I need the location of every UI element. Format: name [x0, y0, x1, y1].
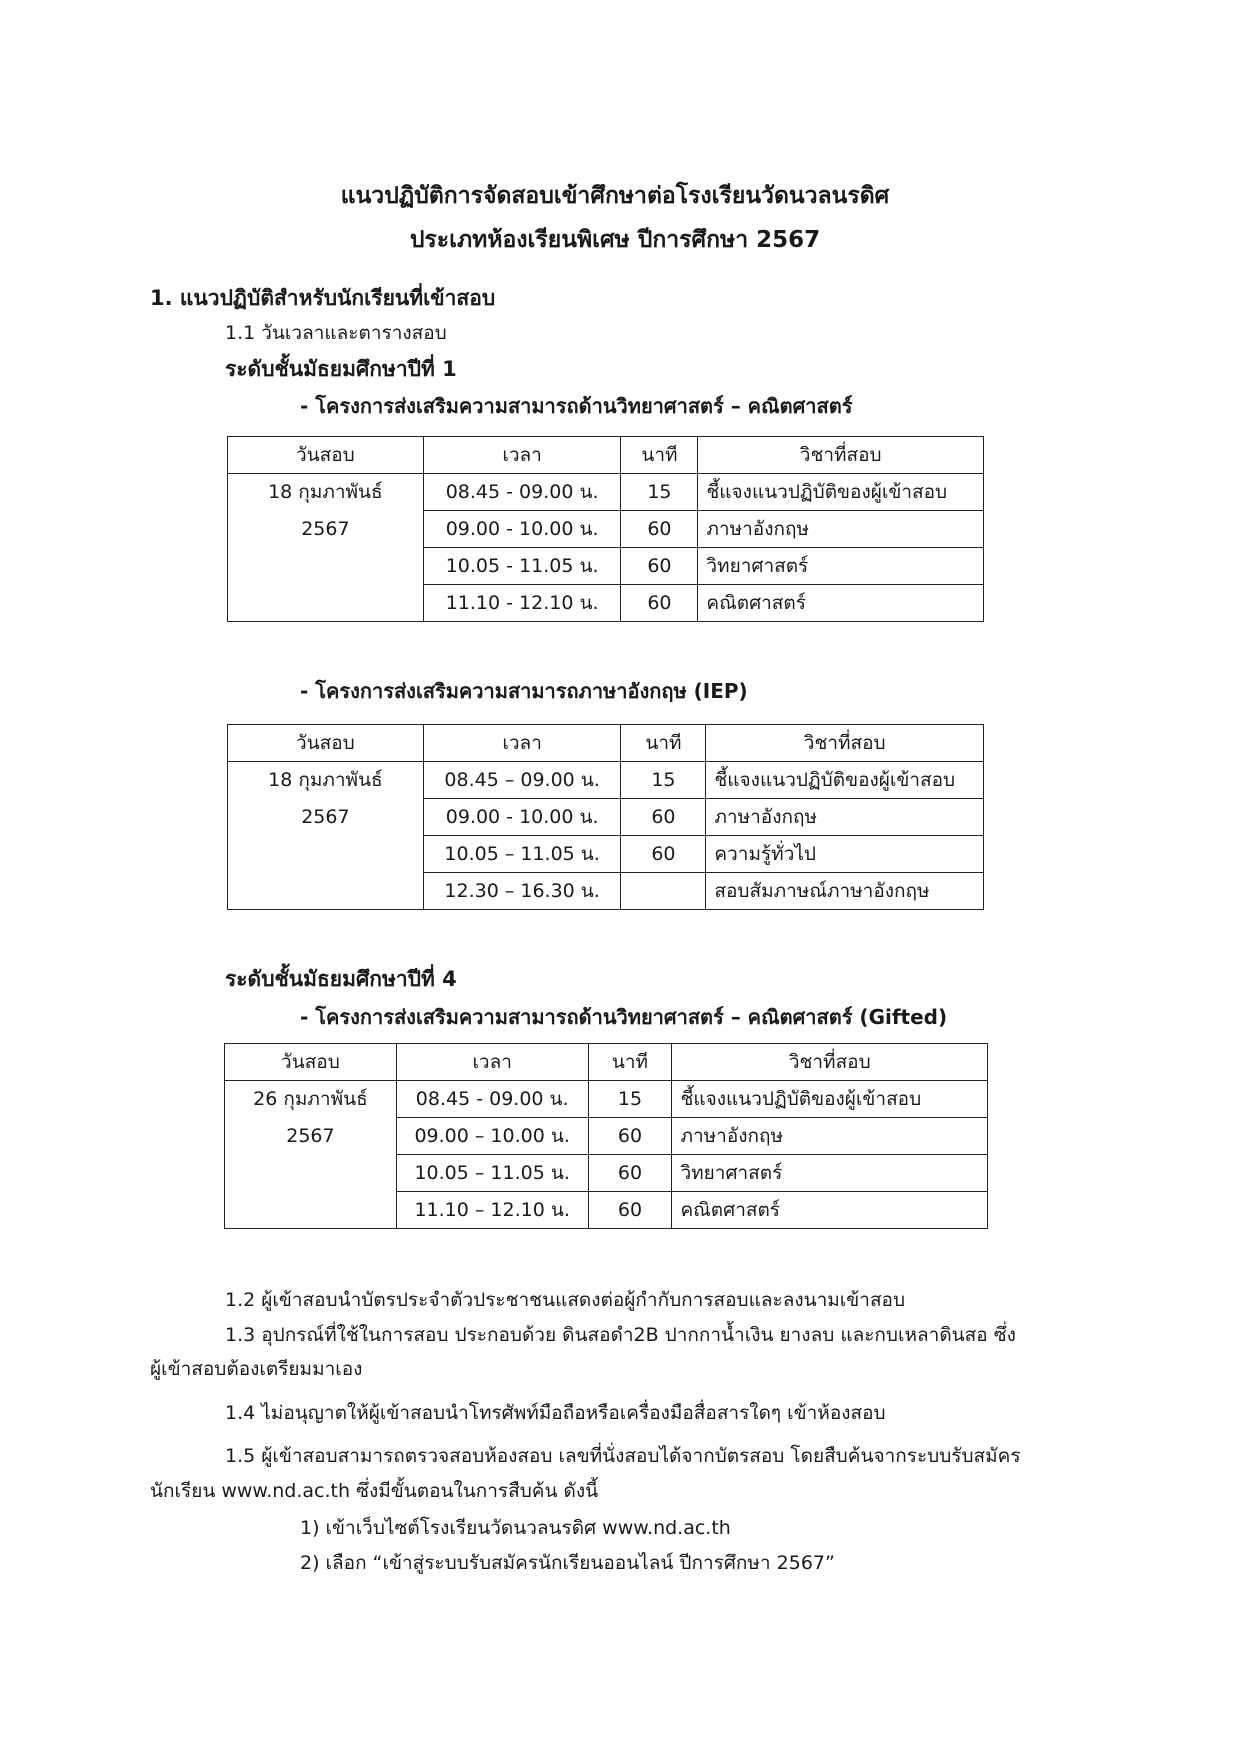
table-row: [228, 762, 984, 799]
header-time: เวลา: [423, 725, 621, 762]
subject-cell: ชี้แจงแนวปฏิบัติของผู้เข้าสอบ: [672, 1081, 988, 1118]
section-1-heading: 1. แนวปฏิบัติสำหรับนักเรียนที่เข้าสอบ: [150, 286, 496, 310]
header-minutes: นาที: [588, 1044, 672, 1081]
time-cell: 10.05 – 11.05 น.: [423, 836, 621, 873]
header-subject: วิชาที่สอบ: [698, 437, 984, 474]
header-time: เวลา: [423, 437, 621, 474]
time-cell: 10.05 - 11.05 น.: [423, 548, 621, 585]
item-1-5-line2: นักเรียน www.nd.ac.th ซึ่งมีขั้นตอนในการสืบค้น ดังนี้: [150, 1480, 599, 1502]
exam-date-year: 2567: [301, 518, 350, 540]
subject-cell: คณิตศาสตร์: [698, 585, 984, 622]
minutes-cell: [621, 873, 706, 910]
subject-cell: วิทยาศาสตร์: [672, 1155, 988, 1192]
header-subject: วิชาที่สอบ: [706, 725, 984, 762]
subject-cell: คณิตศาสตร์: [672, 1192, 988, 1229]
exam-date-cell: [228, 474, 424, 622]
time-cell: 11.10 - 12.10 น.: [423, 585, 621, 622]
step-1: 1) เข้าเว็บไซต์โรงเรียนวัดนวลนรดิศ www.nd.ac.th: [300, 1517, 731, 1539]
exam-table-m1-science-math: [227, 436, 984, 622]
header-date: วันสอบ: [225, 1044, 397, 1081]
subject-cell: วิทยาศาสตร์: [698, 548, 984, 585]
step-2: 2) เลือก “เข้าสู่ระบบรับสมัครนักเรียนออนไลน์ ปีการศึกษา 2567”: [300, 1552, 835, 1574]
minutes-cell: 60: [621, 799, 706, 836]
time-cell: 08.45 - 09.00 น.: [396, 1081, 588, 1118]
minutes-cell: 15: [621, 762, 706, 799]
time-cell: 09.00 – 10.00 น.: [396, 1118, 588, 1155]
level-m1-heading: ระดับชั้นมัธยมศึกษาปีที่ 1: [225, 357, 457, 381]
document-title-line2: ประเภทห้องเรียนพิเศษ ปีการศึกษา 2567: [409, 227, 821, 253]
exam-date-cell: [225, 1081, 397, 1229]
time-cell: 08.45 – 09.00 น.: [423, 762, 621, 799]
item-1-5-line1: 1.5 ผู้เข้าสอบสามารถตรวจสอบห้องสอบ เลขที่นั่งสอบได้จากบัตรสอบ โดยสืบค้นจากระบบรับสมัคร: [225, 1445, 1021, 1467]
table-row: [225, 1081, 988, 1118]
time-cell: 08.45 - 09.00 น.: [423, 474, 621, 511]
program-heading-2: - โครงการส่งเสริมความสามารถภาษาอังกฤษ (IEP): [300, 679, 748, 703]
program-heading-1: - โครงการส่งเสริมความสามารถด้านวิทยาศาสตร์ – คณิตศาสตร์: [300, 394, 853, 418]
header-date: วันสอบ: [228, 725, 424, 762]
subject-cell: ภาษาอังกฤษ: [706, 799, 984, 836]
time-cell: 12.30 – 16.30 น.: [423, 873, 621, 910]
item-1-4: 1.4 ไม่อนุญาตให้ผู้เข้าสอบนำโทรศัพท์มือถือหรือเครื่องมือสื่อสารใดๆ เข้าห้องสอบ: [225, 1402, 886, 1424]
header-minutes: นาที: [621, 725, 706, 762]
header-time: เวลา: [396, 1044, 588, 1081]
minutes-cell: 60: [621, 548, 698, 585]
minutes-cell: 15: [621, 474, 698, 511]
minutes-cell: 60: [621, 511, 698, 548]
document-title-line1: แนวปฏิบัติการจัดสอบเข้าศึกษาต่อโรงเรียนวัดนวลนรดิศ: [340, 183, 890, 209]
exam-date-day: 18 กุมภาพันธ์: [268, 481, 383, 503]
table-header-row: [228, 725, 984, 762]
program-heading-3: - โครงการส่งเสริมความสามารถด้านวิทยาศาสตร์ – คณิตศาสตร์ (Gifted): [300, 1005, 948, 1029]
item-1-1: 1.1 วันเวลาและตารางสอบ: [225, 322, 447, 344]
exam-date-year: 2567: [286, 1125, 335, 1147]
minutes-cell: 60: [588, 1192, 672, 1229]
header-minutes: นาที: [621, 437, 698, 474]
table-row: [228, 474, 984, 511]
time-cell: 10.05 – 11.05 น.: [396, 1155, 588, 1192]
item-1-3-line2: ผู้เข้าสอบต้องเตรียมมาเอง: [150, 1358, 363, 1380]
subject-cell: ชี้แจงแนวปฏิบัติของผู้เข้าสอบ: [698, 474, 984, 511]
table-header-row: [225, 1044, 988, 1081]
time-cell: 09.00 - 10.00 น.: [423, 511, 621, 548]
exam-date-day: 18 กุมภาพันธ์: [268, 769, 383, 791]
time-cell: 09.00 - 10.00 น.: [423, 799, 621, 836]
exam-date-year: 2567: [301, 806, 350, 828]
table-header-row: [228, 437, 984, 474]
subject-cell: ภาษาอังกฤษ: [672, 1118, 988, 1155]
subject-cell: ภาษาอังกฤษ: [698, 511, 984, 548]
subject-cell: ความรู้ทั่วไป: [706, 836, 984, 873]
minutes-cell: 15: [588, 1081, 672, 1118]
item-1-3-line1: 1.3 อุปกรณ์ที่ใช้ในการสอบ ประกอบด้วย ดินสอดำ2B ปากกาน้ำเงิน ยางลบ และกบเหลาดินสอ ซึ่ง: [225, 1324, 1016, 1346]
header-subject: วิชาที่สอบ: [672, 1044, 988, 1081]
minutes-cell: 60: [588, 1155, 672, 1192]
minutes-cell: 60: [621, 585, 698, 622]
header-date: วันสอบ: [228, 437, 424, 474]
subject-cell: ชี้แจงแนวปฏิบัติของผู้เข้าสอบ: [706, 762, 984, 799]
level-m4-heading: ระดับชั้นมัธยมศึกษาปีที่ 4: [225, 967, 457, 991]
minutes-cell: 60: [621, 836, 706, 873]
exam-date-cell: [228, 762, 424, 910]
exam-table-m4-gifted: [224, 1043, 988, 1229]
exam-date-day: 26 กุมภาพันธ์: [253, 1088, 368, 1110]
exam-table-m1-iep: [227, 724, 984, 910]
time-cell: 11.10 – 12.10 น.: [396, 1192, 588, 1229]
item-1-2: 1.2 ผู้เข้าสอบนำบัตรประจำตัวประชาชนแสดงต่อผู้กำกับการสอบและลงนามเข้าสอบ: [225, 1289, 906, 1311]
minutes-cell: 60: [588, 1118, 672, 1155]
subject-cell: สอบสัมภาษณ์ภาษาอังกฤษ: [706, 873, 984, 910]
